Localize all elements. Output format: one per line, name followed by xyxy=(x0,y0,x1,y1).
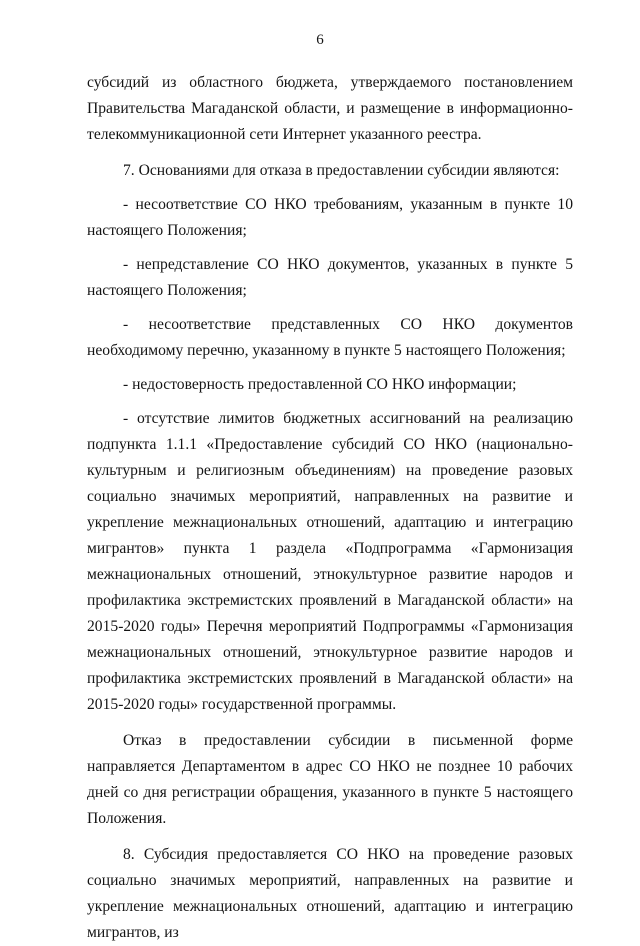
list-item-false-information: - недостоверность предоставленной СО НКО информации; xyxy=(123,376,517,393)
page-number: 6 xyxy=(316,32,324,48)
paragraph-clause-7: 7. Основаниями для отказа в предоставлении субсидии являются: xyxy=(123,162,560,179)
document-body xyxy=(87,70,573,946)
paragraph-continuation: субсидий из областного бюджета, утверждаемого постановлением Правительства Магаданской области, и размещение в информационно-телекоммуникационной сети Интернет указанного реестра. xyxy=(87,74,573,143)
list-item-documents-missing: - непредставление СО НКО документов, указанных в пункте 5 настоящего Положения; xyxy=(87,256,573,299)
list-item-requirements-mismatch: - несоответствие СО НКО требованиям, указанным в пункте 10 настоящего Положения; xyxy=(87,196,573,239)
list-item-documents-mismatch: - несоответствие представленных СО НКО документов необходимому перечню, указанному в пункте 5 настоящего Положения; xyxy=(87,316,573,359)
list-item-no-budget-limits: - отсутствие лимитов бюджетных ассигнований на реализацию подпункта 1.1.1 «Предоставление субсидий СО НКО (национально-культурным и религиозным объединениям) на проведение разовых социально значимых мероприятий, направленных на развитие и укрепление межнациональных отношений, адаптацию и интеграцию мигрантов» пункта 1 раздела «Подпрограмма «Гармонизация межнациональных отношений, этнокультурное развитие народов и профилактика экстремистских проявлений в Магаданской области» на 2015-2020 годы» Перечня мероприятий Подпрограммы «Гармонизация межнациональных отношений, этнокультурное развитие народов и профилактика экстремистских проявлений в Магаданской области» на 2015-2020 годы» государственной программы. xyxy=(87,410,573,713)
paragraph-clause-8: 8. Субсидия предоставляется СО НКО на проведение разовых социально значимых мероприятий, направленных на развитие и укрепление межнациональных отношений, адаптацию и интеграцию мигрантов, из xyxy=(87,846,573,941)
paragraph-refusal-notice: Отказ в предоставлении субсидии в письменной форме направляется Департаментом в адрес СО НКО не позднее 10 рабочих дней со дня регистрации обращения, указанного в пункте 5 настоящего Положения. xyxy=(87,732,573,827)
